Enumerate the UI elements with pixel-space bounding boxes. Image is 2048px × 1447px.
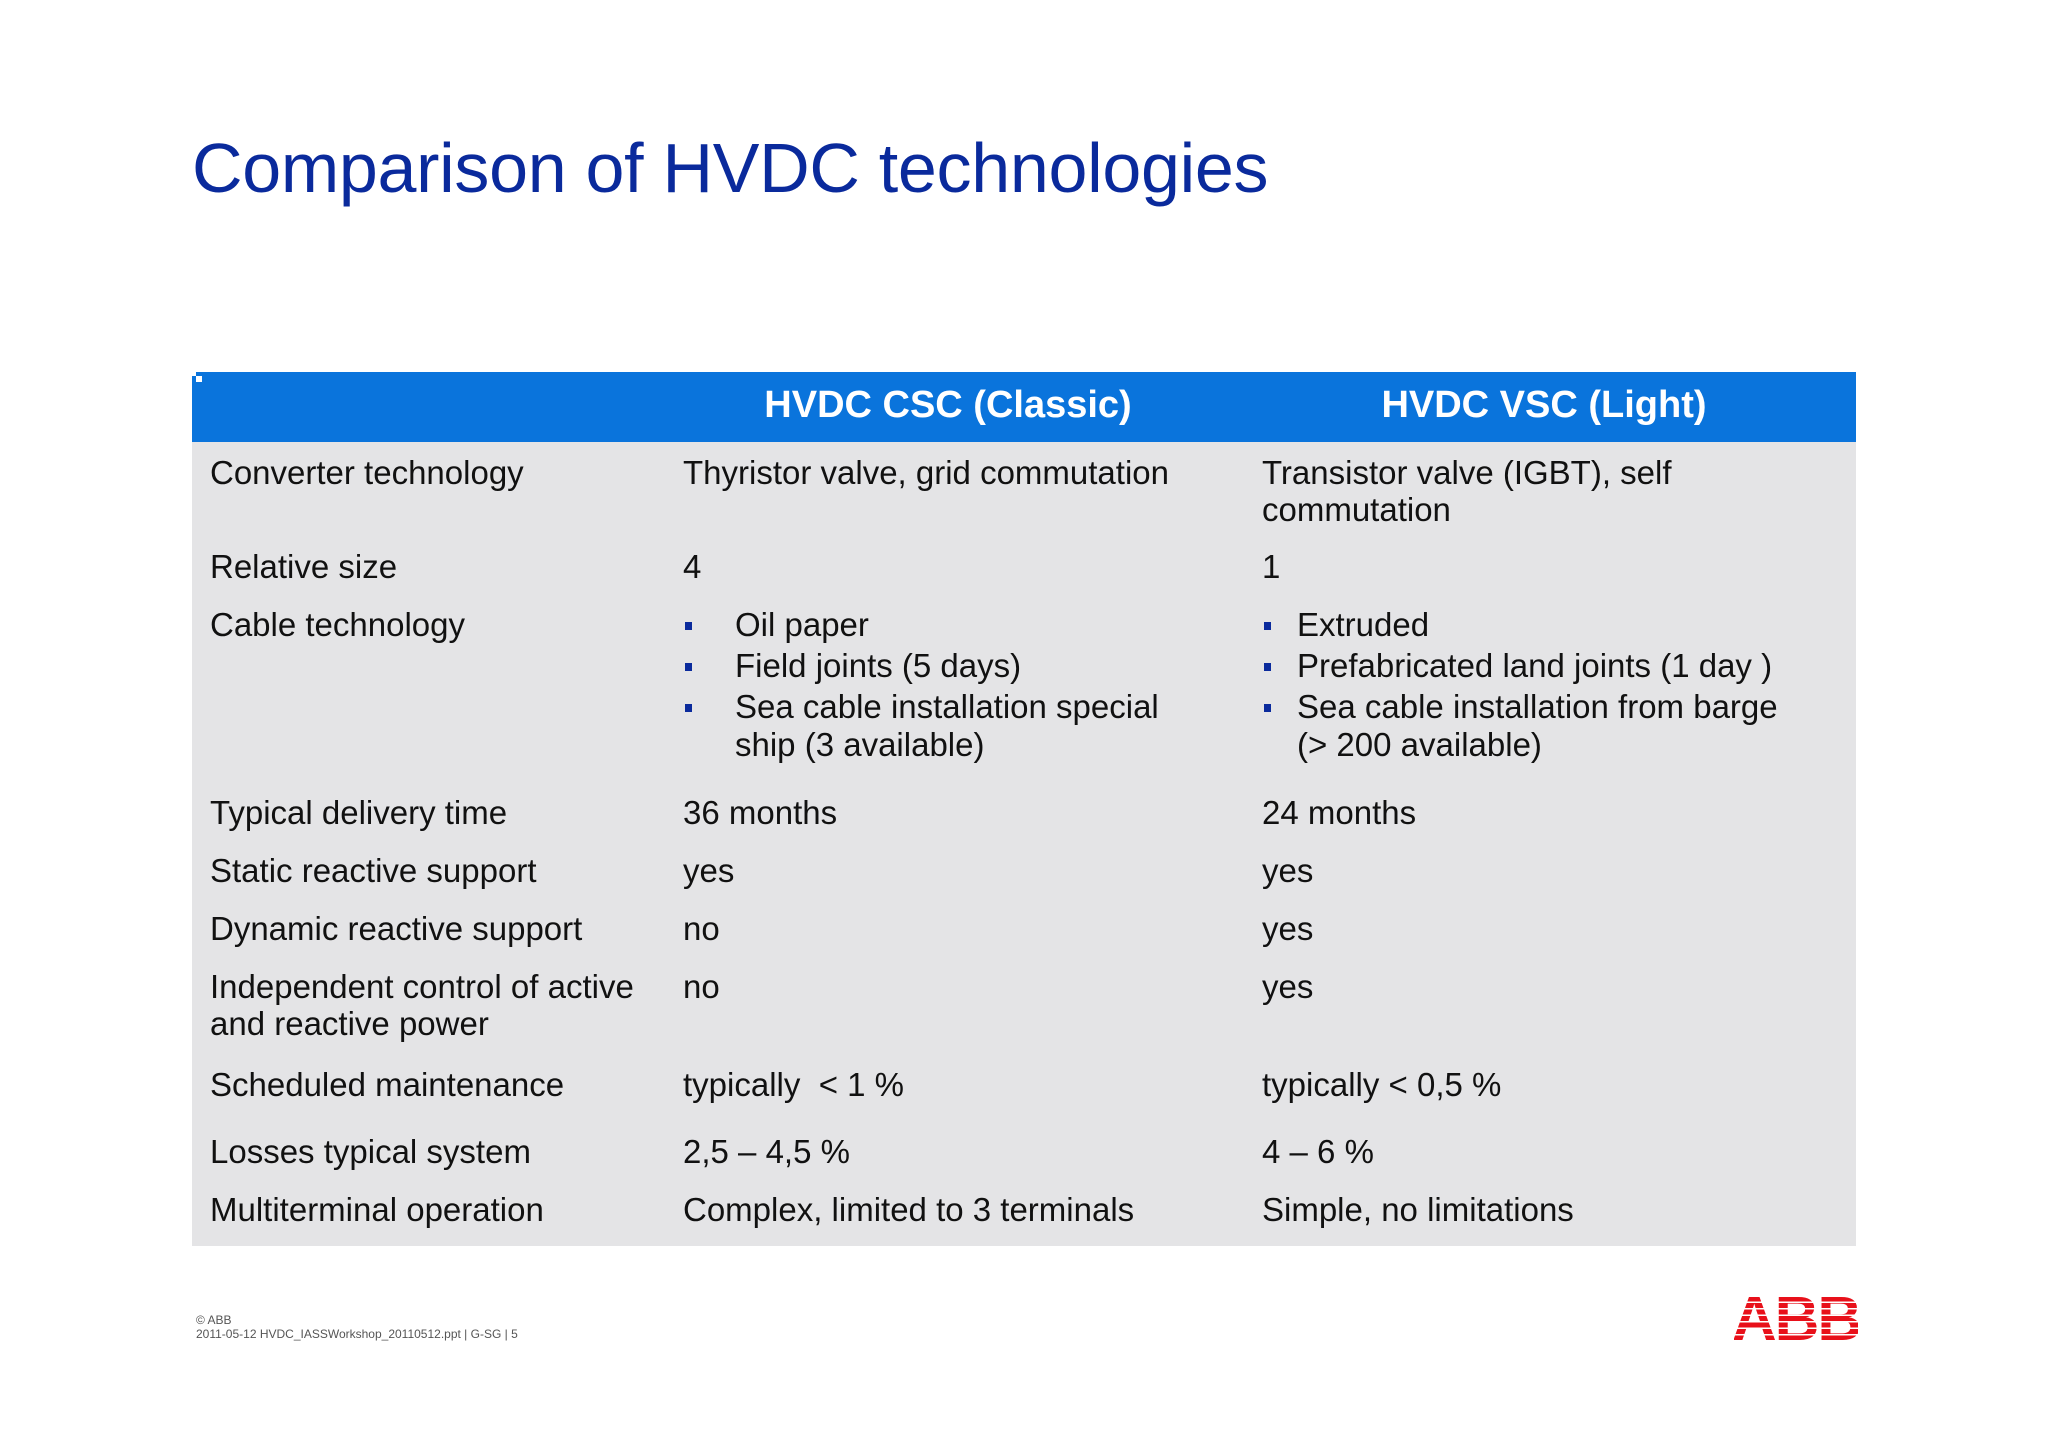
csc-value: Thyristor valve, grid commutation: [683, 454, 1169, 491]
bullet-square-icon: [1264, 663, 1271, 671]
csc-value: 36 months: [683, 794, 838, 831]
bullet-square-icon: [1264, 622, 1271, 630]
svg-text:ABB: ABB: [1734, 1290, 1858, 1342]
row-label: Independent control of active and reactive power: [210, 968, 634, 1042]
copyright-text: © ABB: [196, 1313, 232, 1327]
bullet-text: Oil paper: [735, 606, 869, 643]
bullet-text: Sea cable installation special ship (3 available): [735, 688, 1159, 763]
bullet-text: Extruded: [1297, 606, 1430, 643]
vsc-value: Simple, no limitations: [1262, 1191, 1574, 1228]
vsc-value: Transistor valve (IGBT), self commutation: [1262, 454, 1672, 528]
vsc-value: 1: [1262, 548, 1281, 585]
vsc-value: yes: [1262, 910, 1314, 947]
header-vsc: HVDC VSC (Light): [1381, 384, 1707, 426]
vsc-value: typically < 0,5 %: [1262, 1066, 1502, 1103]
row-label: Static reactive support: [210, 852, 537, 889]
row-label: Dynamic reactive support: [210, 910, 583, 947]
bullet-square-icon: [685, 704, 692, 712]
vsc-value: 24 months: [1262, 794, 1417, 831]
row-label: Losses typical system: [210, 1133, 531, 1170]
corner-mark-icon: [190, 370, 204, 384]
row-label: Typical delivery time: [210, 794, 508, 831]
row-label: Relative size: [210, 548, 398, 585]
csc-value: no: [683, 910, 720, 947]
list-item: [683, 647, 1223, 685]
vsc-value: yes: [1262, 968, 1314, 1005]
vsc-value: yes: [1262, 852, 1314, 889]
row-label: Converter technology: [210, 454, 524, 491]
table-header-row: [192, 372, 1856, 442]
list-item: [683, 688, 1223, 764]
document-info: 2011-05-12 HVDC_IASSWorkshop_20110512.ppt | G-SG | 5: [196, 1327, 518, 1341]
list-item: [1262, 688, 1852, 764]
vsc-value: 4 – 6 %: [1262, 1133, 1374, 1170]
abb-logo-icon: [1734, 1290, 1858, 1342]
vsc-bullet-list: [1262, 606, 1852, 767]
bullet-text: Sea cable installation from barge (> 200 available): [1297, 688, 1778, 763]
csc-value: Complex, limited to 3 terminals: [683, 1191, 1135, 1228]
csc-bullet-list: [683, 606, 1223, 767]
list-item: [1262, 647, 1852, 685]
csc-value: no: [683, 968, 720, 1005]
row-label: Cable technology: [210, 606, 466, 643]
csc-value: typically < 1 %: [683, 1066, 905, 1103]
list-item: [1262, 606, 1852, 644]
slide-title: Comparison of HVDC technologies: [192, 129, 1269, 207]
row-label: Multiterminal operation: [210, 1191, 544, 1228]
header-csc: HVDC CSC (Classic): [764, 384, 1132, 426]
bullet-square-icon: [1264, 704, 1271, 712]
bullet-text: Field joints (5 days): [735, 647, 1022, 684]
bullet-text: Prefabricated land joints (1 day ): [1297, 647, 1773, 684]
comparison-table: [192, 372, 1856, 1246]
row-label: Scheduled maintenance: [210, 1066, 565, 1103]
bullet-square-icon: [685, 663, 692, 671]
csc-value: 4: [683, 548, 702, 585]
footer: [196, 1313, 518, 1341]
list-item: [683, 606, 1223, 644]
csc-value: yes: [683, 852, 735, 889]
csc-value: 2,5 – 4,5 %: [683, 1133, 850, 1170]
abb-logo: [1734, 1290, 1858, 1342]
bullet-square-icon: [685, 622, 692, 630]
